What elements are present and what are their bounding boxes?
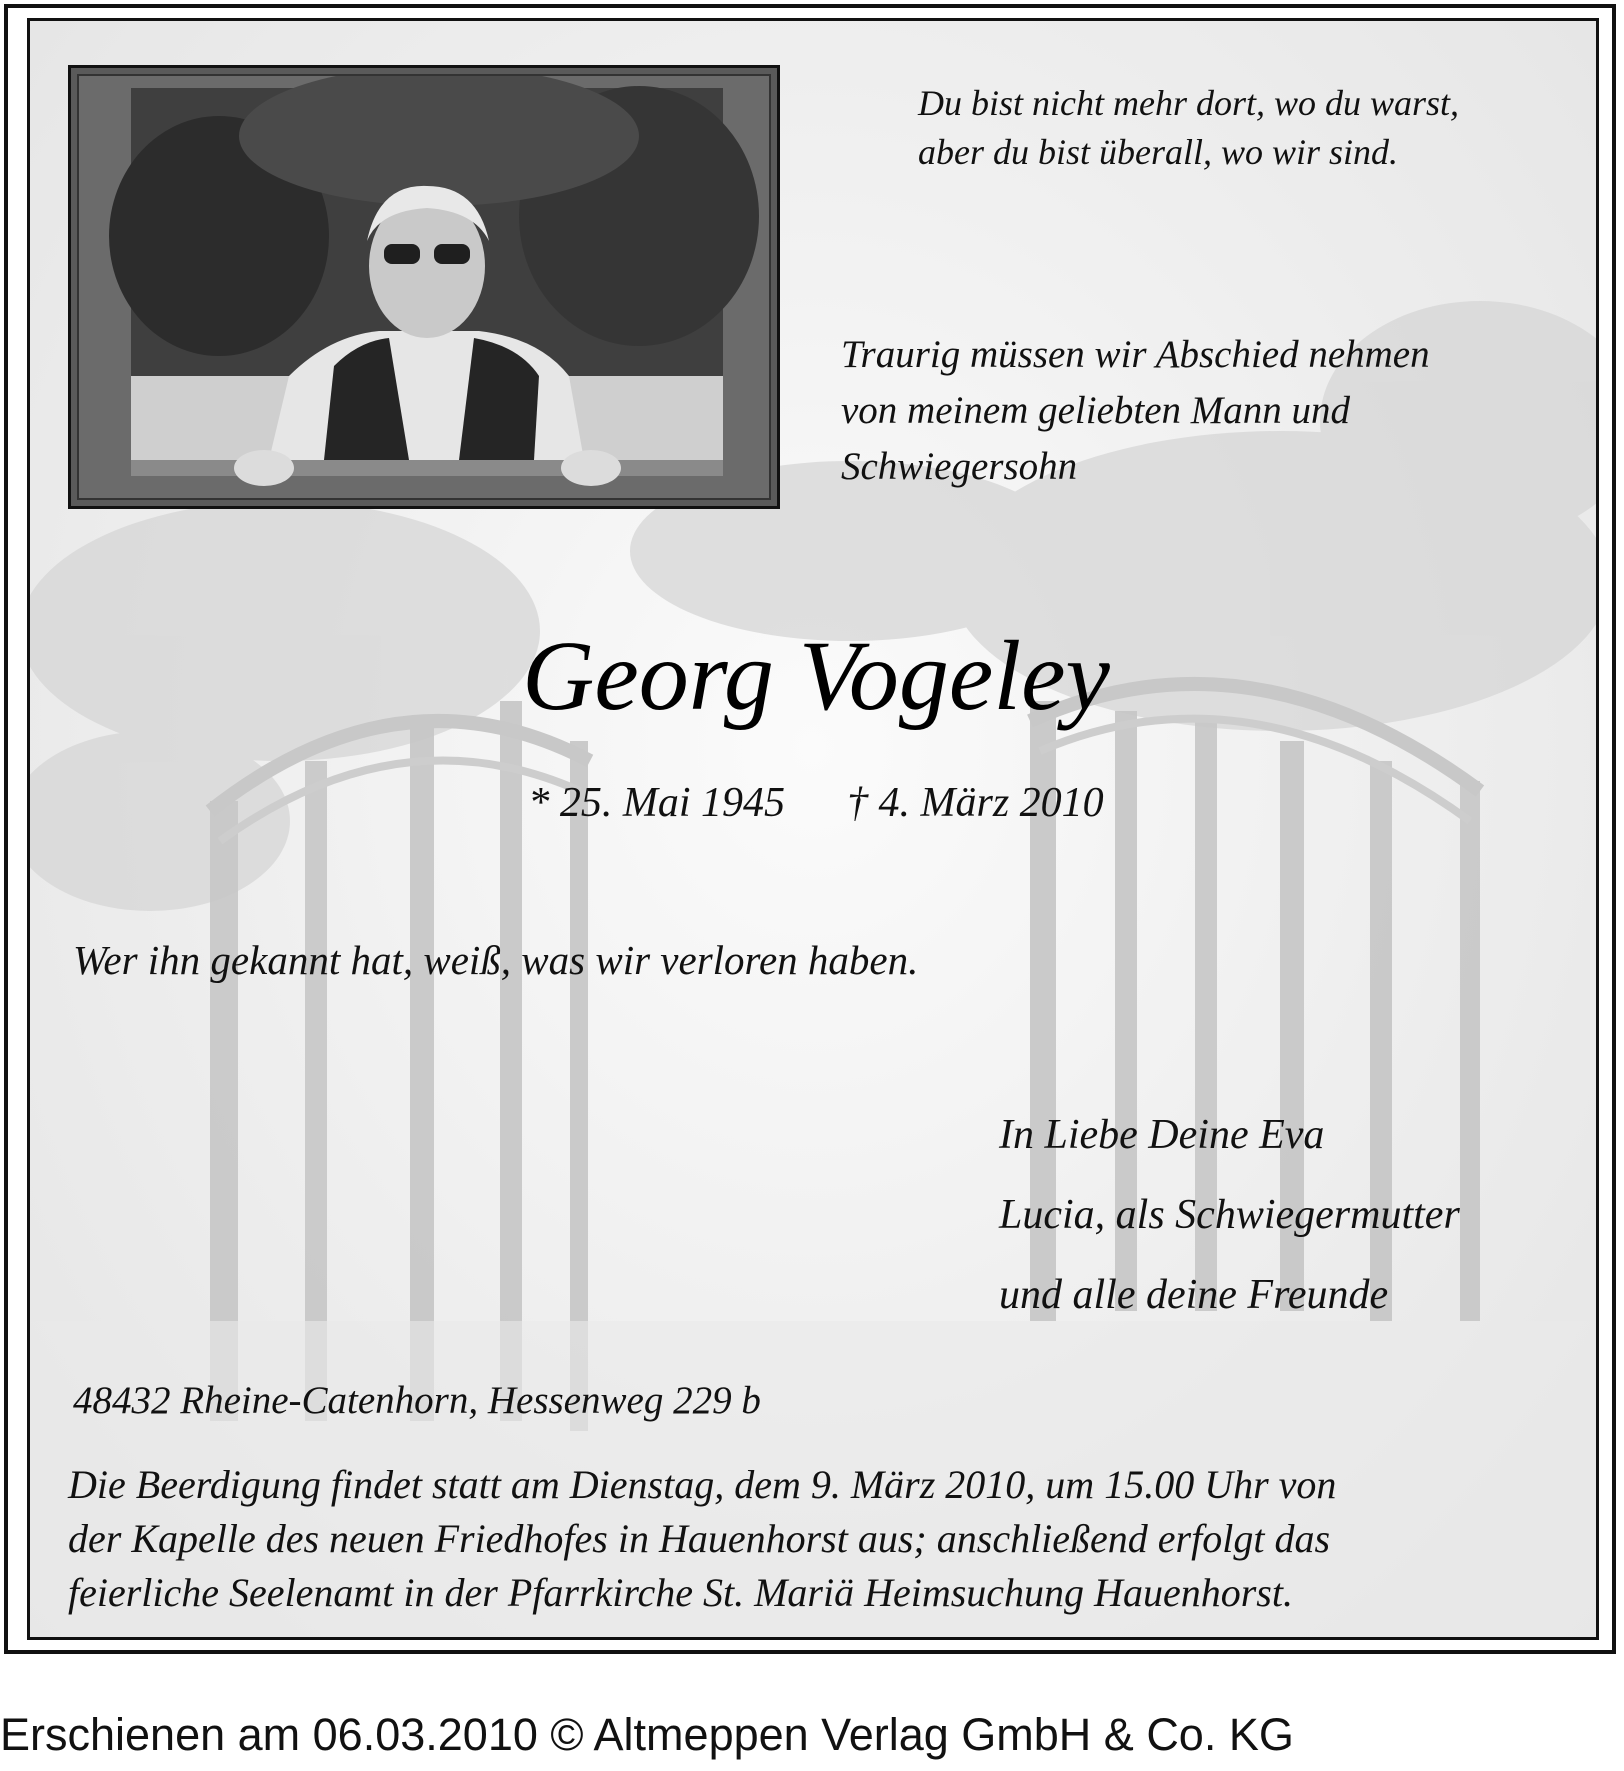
funeral-details-line-1: Die Beerdigung findet statt am Dienstag, dem 9. März 2010, um 15.00 Uhr von xyxy=(68,1462,1337,1507)
funeral-details-line-3: feierliche Seelenamt in der Pfarrkirche St. Mariä Heimsuchung Hauenhorst. xyxy=(68,1570,1293,1615)
memorial-saying: Wer ihn gekannt hat, weiß, was wir verloren haben. xyxy=(73,937,919,983)
funeral-details xyxy=(68,1458,1576,1620)
life-dates xyxy=(30,777,1599,829)
death-date: † 4. März 2010 xyxy=(846,780,1104,826)
mourners-line-2: Lucia, als Schwiegermutter xyxy=(999,1192,1460,1238)
memorial-quote-line-1: Du bist nicht mehr dort, wo du warst, xyxy=(918,83,1460,123)
funeral-details-line-2: der Kapelle des neuen Friedhofes in Hauenhorst aus; anschließend erfolgt das xyxy=(68,1516,1331,1561)
mourners-signature xyxy=(999,1095,1460,1335)
portrait-illustration xyxy=(79,76,771,500)
obituary-panel xyxy=(27,18,1599,1640)
memorial-quote-line-2: aber du bist überall, wo wir sind. xyxy=(918,132,1399,172)
obituary-outer-border xyxy=(4,4,1616,1654)
birth-date: * 25. Mai 1945 xyxy=(528,780,785,826)
announcement-intro xyxy=(841,327,1574,495)
deceased-name: Georg Vogeley xyxy=(522,620,1110,731)
mourners-line-1: In Liebe Deine Eva xyxy=(999,1112,1325,1158)
memorial-quote xyxy=(918,79,1459,177)
publication-footer: Erschienen am 06.03.2010 © Altmeppen Verlag GmbH & Co. KG xyxy=(0,1709,1294,1760)
family-address: 48432 Rheine-Catenhorn, Hessenweg 229 b xyxy=(73,1379,761,1422)
mourners-line-3: und alle deine Freunde xyxy=(999,1272,1389,1318)
portrait-photo xyxy=(68,65,780,509)
announcement-intro-line-2: von meinem geliebten Mann und xyxy=(841,389,1351,432)
announcement-intro-line-1: Traurig müssen wir Abschied nehmen xyxy=(841,333,1430,376)
announcement-intro-line-3: Schwiegersohn xyxy=(841,445,1078,488)
